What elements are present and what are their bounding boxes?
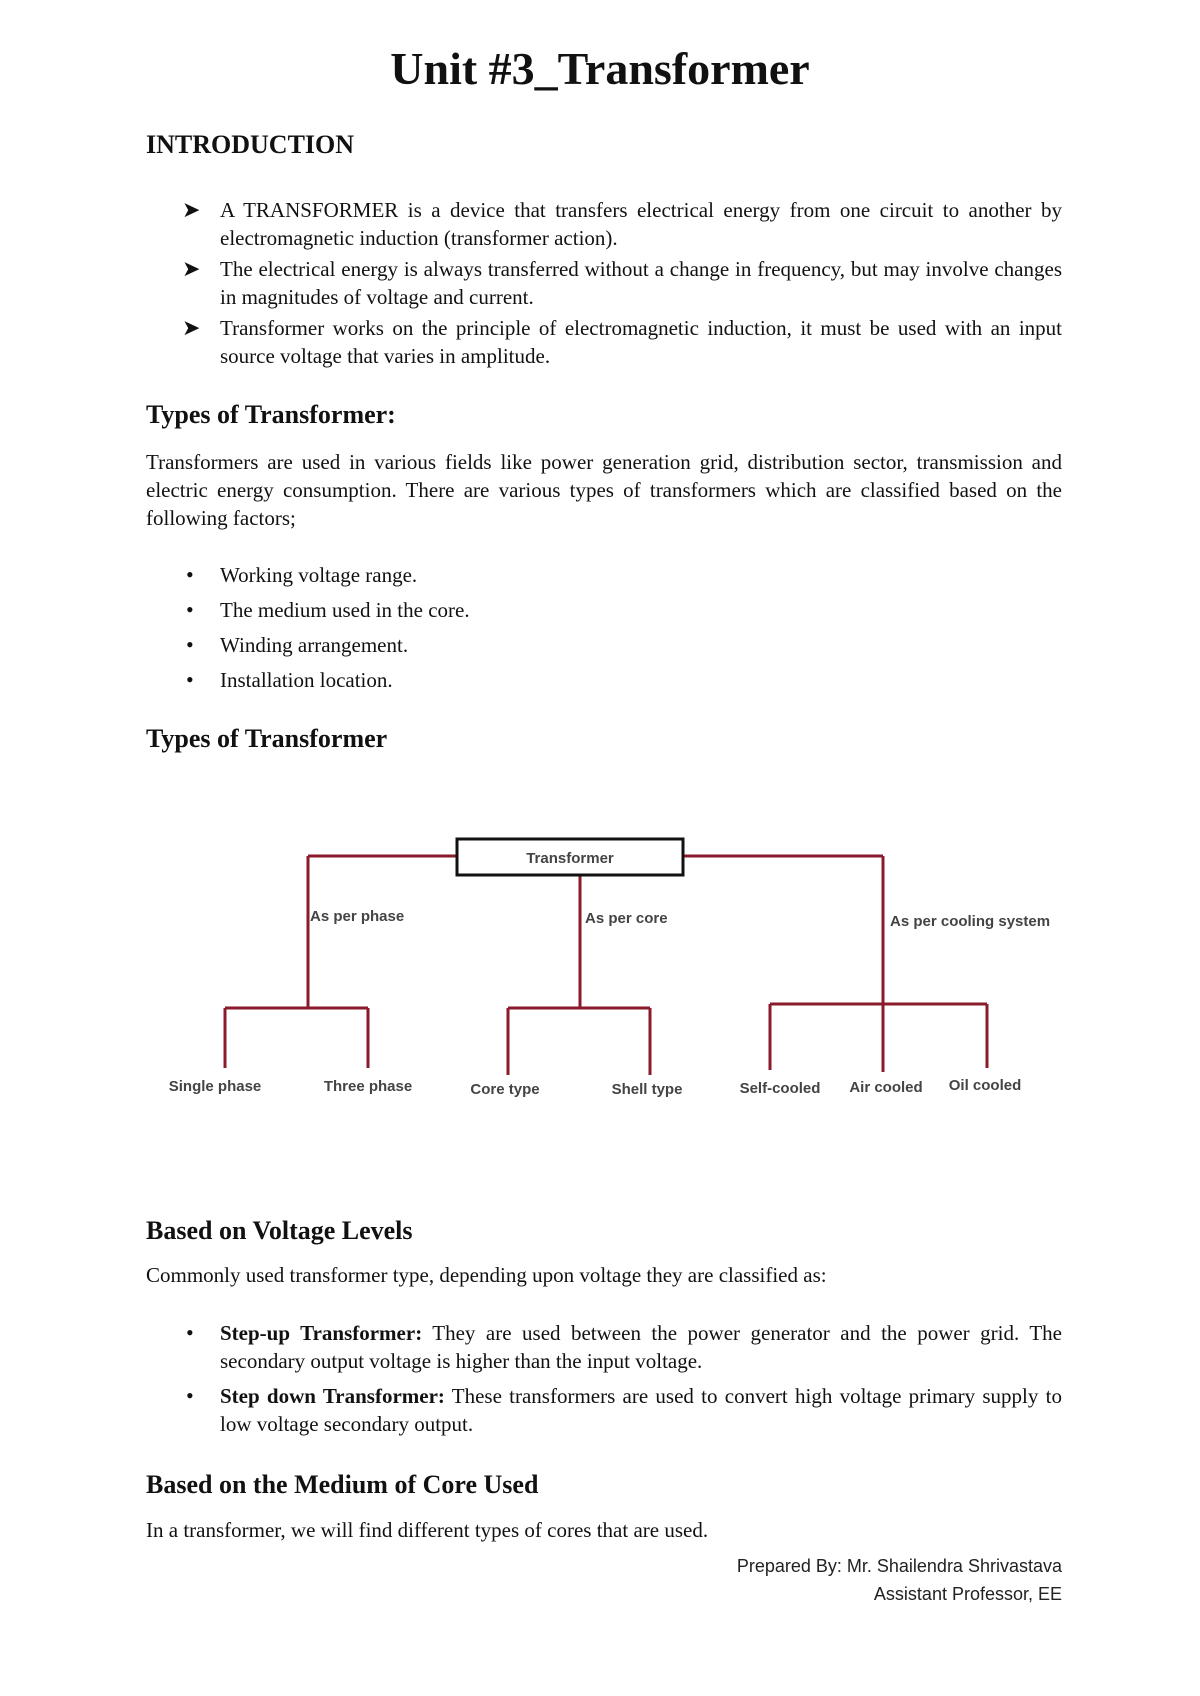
branch-label-phase: As per phase <box>310 908 405 925</box>
introduction-heading: INTRODUCTION <box>146 130 355 159</box>
bullet-icon: • <box>186 1320 194 1345</box>
footer-designation: Assistant Professor, EE <box>873 1584 1062 1604</box>
voltage-item-term: Step-up Transformer: <box>220 1321 423 1345</box>
intro-point-text: A TRANSFORMER is a device that transfers electrical energy from one circuit to another by electromagnetic induction (transformer action). <box>220 198 1062 250</box>
types-heading: Types of Transformer: <box>146 400 396 429</box>
diagram-heading: Types of Transformer <box>146 724 388 753</box>
voltage-item-desc: They are used between the power generator and the power grid. The secondary output voltage is higher than the input voltage. <box>220 1321 1062 1373</box>
leaf-air-cooled: Air cooled <box>849 1079 923 1096</box>
voltage-item-desc: These transformers are used to convert high voltage primary supply to low voltage secondary output. <box>220 1384 1062 1436</box>
bullet-icon: • <box>186 597 194 622</box>
voltage-item-term: Step down Transformer: <box>220 1384 445 1408</box>
leaf-oil-cooled: Oil cooled <box>948 1077 1022 1094</box>
intro-point-text: Transformer works on the principle of electromagnetic induction, it must be used with an input source voltage that varies in amplitude. <box>220 316 1062 368</box>
types-paragraph: Transformers are used in various fields like power generation grid, distribution sector, transmission and electric energy consumption. There are various types of transformers which are classified based on the following factors; <box>146 450 1062 530</box>
voltage-item-text <box>220 1319 1062 1375</box>
voltage-item <box>146 1382 1062 1438</box>
factor-text: Working voltage range. <box>220 563 418 587</box>
arrow-bullet-icon: ➤ <box>182 256 201 281</box>
leaf-three-phase: Three phase <box>323 1078 413 1095</box>
bullet-icon: • <box>186 667 194 692</box>
branch-label-core: As per core <box>585 910 668 927</box>
arrow-bullet-icon: ➤ <box>182 197 201 222</box>
bullet-icon: • <box>186 562 194 587</box>
voltage-item-text <box>220 1382 1062 1438</box>
arrow-bullet-icon: ➤ <box>182 315 201 340</box>
factor-item <box>146 596 1062 624</box>
factor-text: Installation location. <box>220 668 393 692</box>
factor-item <box>146 561 1062 589</box>
diagram-lines <box>225 856 987 1075</box>
voltage-heading: Based on Voltage Levels <box>146 1216 413 1245</box>
voltage-intro: Commonly used transformer type, depending upon voltage they are classified as: <box>146 1263 827 1287</box>
intro-point-3 <box>146 314 1062 370</box>
page-title: Unit #3_Transformer <box>390 43 810 94</box>
transformer-types-diagram <box>150 828 1050 1118</box>
leaf-self-cooled: Self-cooled <box>739 1080 821 1097</box>
root-node-label: Transformer <box>526 850 614 867</box>
leaf-single-phase: Single phase <box>168 1078 262 1095</box>
core-heading: Based on the Medium of Core Used <box>146 1470 539 1499</box>
factor-item <box>146 631 1062 659</box>
footer-prepared-by: Prepared By: Mr. Shailendra Shrivastava <box>736 1556 1062 1576</box>
intro-point-1 <box>146 196 1062 252</box>
leaf-shell-type: Shell type <box>611 1081 683 1098</box>
intro-point-text: The electrical energy is always transferred without a change in frequency, but may involve changes in magnitudes of voltage and current. <box>220 257 1062 309</box>
voltage-item <box>146 1319 1062 1375</box>
factor-text: Winding arrangement. <box>220 633 409 657</box>
factor-item <box>146 666 1062 694</box>
factor-text: The medium used in the core. <box>220 598 470 622</box>
leaf-core-type: Core type <box>470 1081 540 1098</box>
bullet-icon: • <box>186 632 194 657</box>
bullet-icon: • <box>186 1383 194 1408</box>
branch-label-cooling: As per cooling system <box>890 913 1050 930</box>
intro-point-2 <box>146 255 1062 311</box>
core-text: In a transformer, we will find different types of cores that are used. <box>146 1518 709 1542</box>
